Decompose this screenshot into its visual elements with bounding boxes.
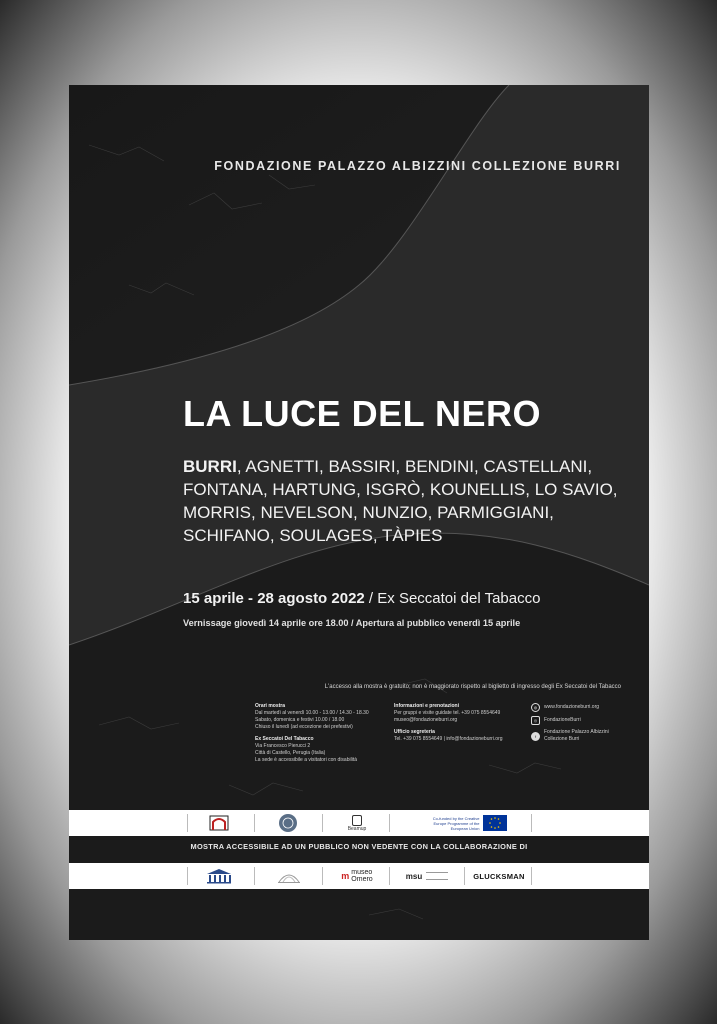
venue: Ex Seccatoi del Tabacco bbox=[377, 590, 541, 607]
web-url: www.fondazioneburri.org bbox=[544, 704, 600, 710]
address-line: La sede è accessibile a visitatori con disabilità bbox=[255, 757, 357, 763]
globe-icon: ◍ bbox=[531, 703, 540, 712]
artists-list bbox=[183, 455, 633, 547]
glucksman-label: GLUCKSMAN bbox=[473, 871, 525, 881]
vernissage-line: Vernissage giovedì 14 aprile ore 18.00 / Apertura al pubblico venerdì 15 aprile bbox=[183, 618, 521, 628]
web-link[interactable] bbox=[531, 703, 609, 712]
partner-logos-top bbox=[69, 810, 649, 836]
access-note: L'accesso alla mostra è gratuito; non è maggiorato rispetto al biglietto di ingresso degli Ex Seccatoi del Tabacco bbox=[324, 684, 621, 690]
info-block bbox=[394, 703, 503, 743]
facebook-icon: f bbox=[531, 732, 540, 741]
eu-logo bbox=[417, 813, 509, 833]
beamup-icon bbox=[352, 815, 362, 826]
lead-artist: BURRI bbox=[183, 457, 237, 476]
hours-line: Sabato, domenica e festivi 10.00 / 18.00 bbox=[255, 717, 345, 723]
facebook-name-2: Collezione Burri bbox=[544, 736, 580, 742]
address-heading: Ex Seccatoi Del Tabacco bbox=[255, 736, 314, 742]
date-separator: / bbox=[364, 590, 378, 607]
office-line: Tel. +39 075 8554649 | info@fondazioneburri.org bbox=[394, 736, 503, 742]
institution-logo-1 bbox=[203, 866, 235, 886]
eu-flag-icon bbox=[483, 815, 507, 831]
instagram-handle: FondazioneBurri bbox=[544, 717, 581, 723]
social-block bbox=[531, 703, 609, 747]
foundation-header: FONDAZIONE PALAZZO ALBIZZINI COLLEZIONE BURRI bbox=[214, 159, 621, 173]
omero-label: Omero bbox=[351, 876, 373, 883]
instagram-icon: ◎ bbox=[531, 716, 540, 725]
facebook-name: Fondazione Palazzo Albizzini bbox=[544, 729, 609, 735]
msu-label: msu bbox=[405, 871, 423, 881]
museo-omero-logo bbox=[333, 866, 381, 886]
arch-logo bbox=[207, 813, 231, 833]
hours-block bbox=[255, 703, 369, 764]
glucksman-logo bbox=[469, 866, 529, 886]
exhibition-poster bbox=[69, 85, 649, 940]
date-range: 15 aprile - 28 agosto 2022 bbox=[183, 590, 365, 607]
hours-line: Chiuso il lunedì (ad eccezione dei prefestivi) bbox=[255, 724, 353, 730]
address-line: Via Francesco Pierucci 2 bbox=[255, 743, 311, 749]
facebook-link[interactable] bbox=[531, 729, 609, 743]
museo-omero-mark: m bbox=[341, 871, 350, 881]
eu-text: Co-funded by the Creative Europe Programme of the European Union bbox=[432, 815, 480, 831]
accessibility-band: MOSTRA ACCESSIBILE AD UN PUBBLICO NON VEDENTE CON LA COLLABORAZIONE DI bbox=[190, 842, 528, 851]
hours-heading: Orari mostra bbox=[255, 703, 286, 709]
partner-logos-bottom bbox=[69, 863, 649, 889]
beamup-logo bbox=[337, 813, 377, 833]
exhibition-title: LA LUCE DEL NERO bbox=[183, 393, 542, 434]
circle-logo bbox=[277, 813, 299, 833]
hours-line: Dal martedì al venerdì 10.00 - 13.00 / 14.30 - 18.30 bbox=[255, 710, 369, 716]
museo-label: museo bbox=[351, 869, 373, 876]
beamup-label: Beamup bbox=[347, 825, 367, 832]
info-heading: Informazioni e prenotazioni bbox=[394, 703, 460, 709]
msu-logo bbox=[397, 866, 457, 886]
office-heading: Ufficio segreteria bbox=[394, 729, 435, 735]
address-line: Città di Castello, Perugia (Italia) bbox=[255, 750, 326, 756]
other-artists: , AGNETTI, BASSIRI, BENDINI, CASTELLANI, FONTANA, HARTUNG, ISGRÒ, KOUNELLIS, LO SAVIO, MORRIS, NEVELSON, NUNZIO, PARMIGGIANI, SCHIFANO, SOULAGES, TÀPIES bbox=[183, 457, 618, 545]
exhibition-dates bbox=[183, 590, 540, 607]
institution-logo-2 bbox=[273, 866, 305, 886]
info-line: Per gruppi e visite guidate tel. +39 075 8554649 bbox=[394, 710, 501, 716]
info-email: museo@fondazioneburri.org bbox=[394, 717, 458, 723]
msu-fineprint bbox=[426, 872, 448, 880]
instagram-link[interactable] bbox=[531, 716, 609, 725]
